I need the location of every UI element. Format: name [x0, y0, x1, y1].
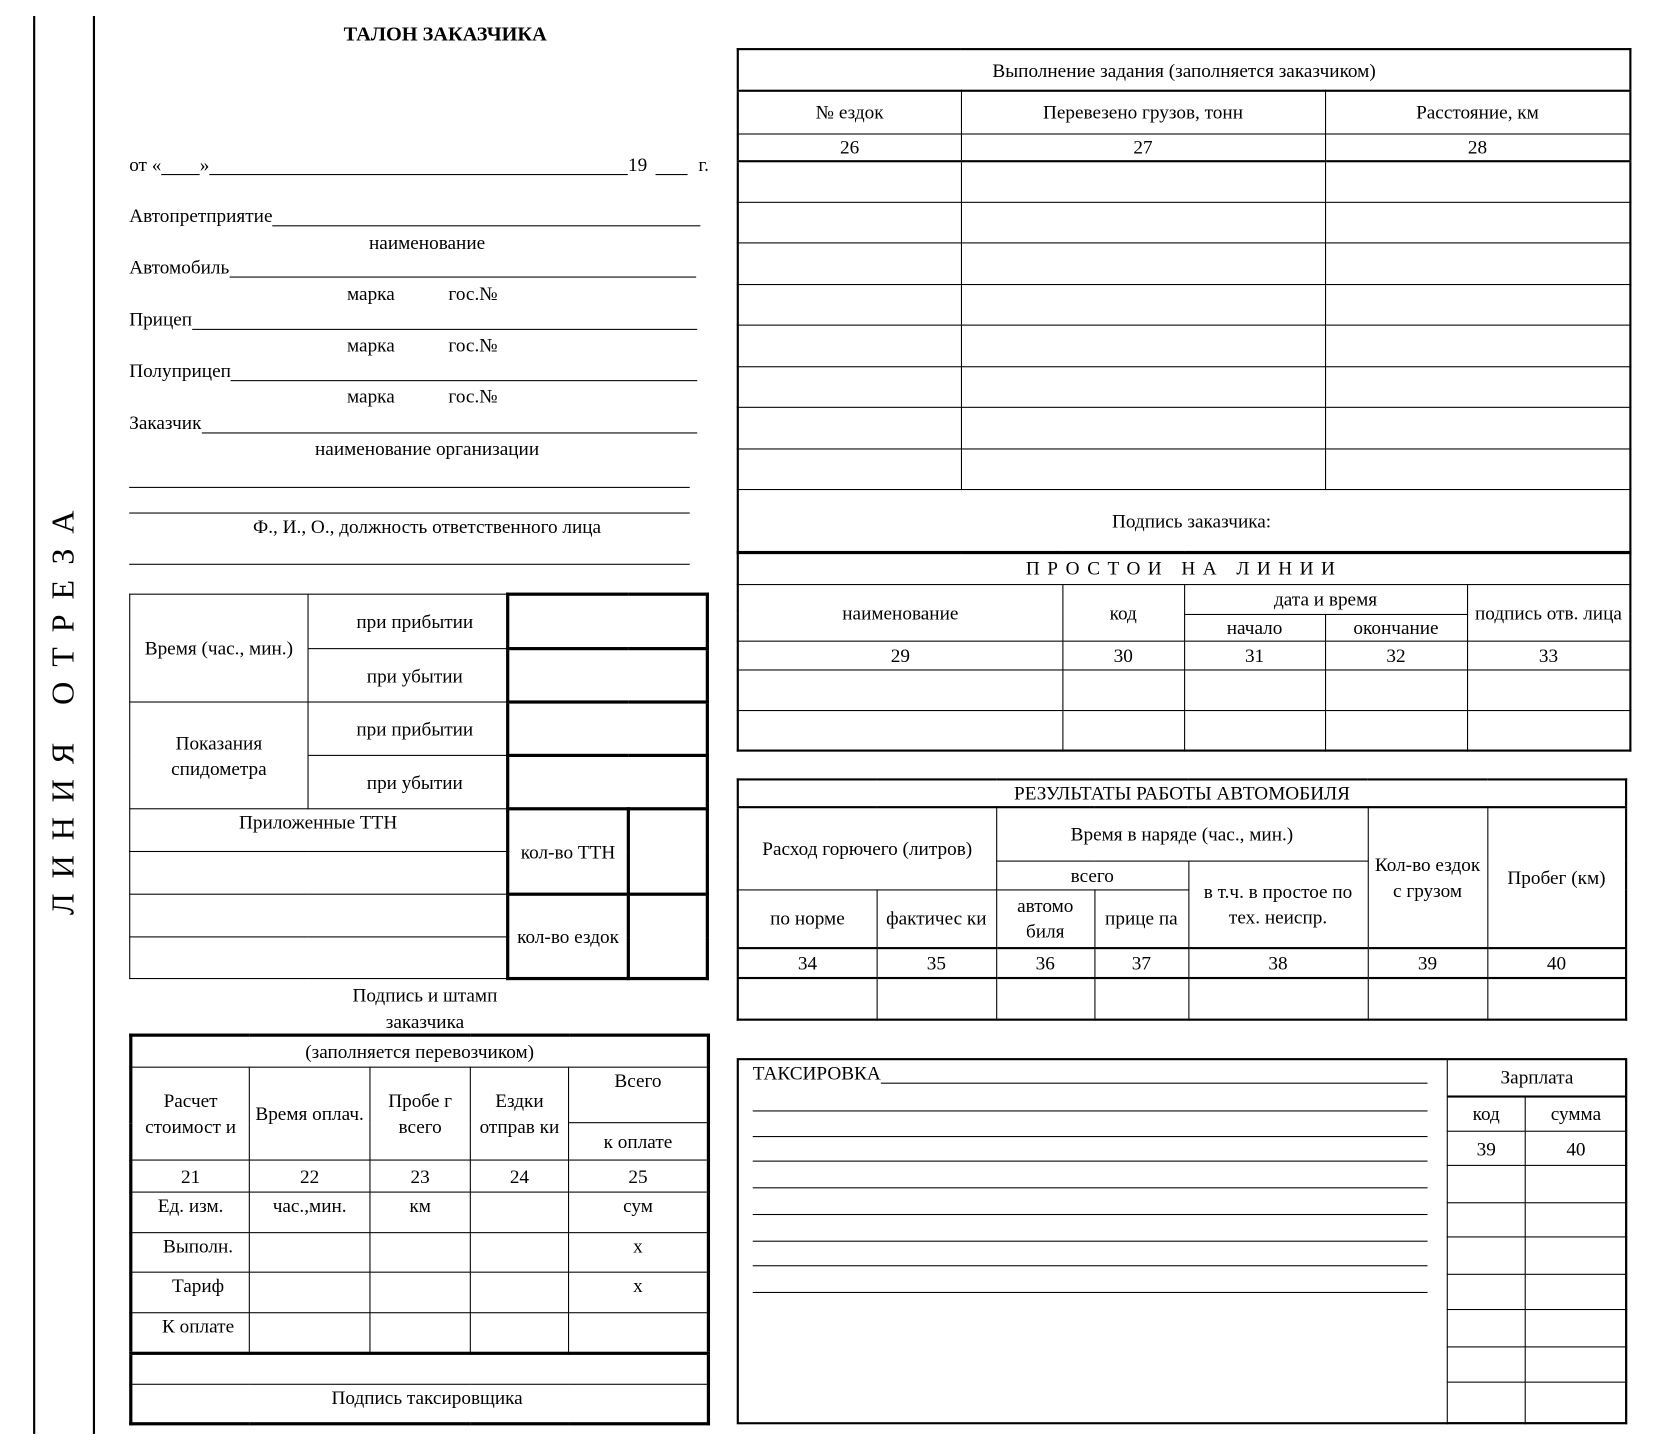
blank-cell[interactable]: [1525, 1237, 1626, 1274]
arrival-time-cell[interactable]: [508, 594, 708, 648]
header-trips: Кол-во ездок с грузом: [1368, 807, 1488, 948]
header-start: начало: [1184, 614, 1325, 641]
header-trips: Ездки отправ ки: [470, 1067, 568, 1160]
blank-cell[interactable]: [1447, 1310, 1525, 1347]
speedometer-label: Показания спидометра: [130, 702, 308, 809]
blank-cell[interactable]: [961, 243, 1325, 284]
date-prefix: от «: [129, 153, 162, 176]
blank-cell[interactable]: [1062, 669, 1184, 710]
taxation-field[interactable]: [753, 1062, 1428, 1083]
col-number: 39: [1368, 948, 1488, 978]
semitrailer-label: Полуприцеп: [129, 359, 231, 382]
trailer-field[interactable]: [129, 309, 697, 330]
blank-cell[interactable]: [1325, 669, 1467, 710]
plate-hint: гос.№: [448, 334, 498, 356]
blank-cell[interactable]: [961, 366, 1325, 407]
blank-line[interactable]: [753, 1214, 1428, 1215]
blank-cell[interactable]: [1188, 978, 1367, 1020]
arrival-speedo-cell[interactable]: [508, 702, 708, 755]
time-speedometer-table: [129, 593, 709, 981]
col-number: 35: [877, 948, 997, 978]
year-suffix: г.: [698, 153, 709, 176]
header-total: Всего: [569, 1067, 709, 1123]
blank-line[interactable]: [753, 1241, 1428, 1242]
blank-line[interactable]: [129, 564, 690, 565]
ttn-blank-cell[interactable]: [130, 937, 508, 979]
table-row: [131, 1192, 709, 1233]
col-number: 22: [249, 1160, 370, 1192]
table-row: [738, 669, 1631, 710]
blank-line[interactable]: [753, 1292, 1428, 1293]
col-number: 40: [1487, 948, 1626, 978]
col-number: 37: [1094, 948, 1188, 978]
blank-line[interactable]: [753, 1110, 1428, 1111]
blank-cell[interactable]: [738, 669, 1063, 710]
blank-cell[interactable]: [1525, 1423, 1626, 1424]
col-number: 30: [1062, 641, 1184, 670]
table-row: [1447, 1203, 1626, 1237]
header-trailer: прице па: [1094, 889, 1188, 948]
cell[interactable]: [249, 1272, 370, 1313]
blank-cell[interactable]: [738, 407, 961, 448]
col-number: 24: [470, 1160, 568, 1192]
brand-hint: марка: [347, 334, 395, 356]
blank-cell[interactable]: [738, 202, 961, 243]
blank-cell[interactable]: [1325, 325, 1630, 366]
header-time: Время оплач.: [249, 1067, 370, 1160]
table-row: [738, 710, 1631, 751]
header-sign: подпись отв. лица: [1467, 584, 1630, 641]
ttn-blank-cell[interactable]: [130, 851, 508, 894]
blank-cell[interactable]: [1447, 1347, 1525, 1383]
blank-cell[interactable]: [961, 161, 1325, 202]
col-number: 36: [996, 948, 1094, 978]
table-row: [131, 1233, 709, 1273]
blank-cell[interactable]: [738, 243, 961, 284]
header-trips: № ездок: [738, 91, 961, 134]
departure-time-cell[interactable]: [508, 649, 708, 702]
ttn-label: Приложенные ТТН: [130, 809, 508, 852]
departure-label: при убытии: [308, 649, 508, 702]
blank-cell[interactable]: [738, 284, 961, 325]
header-mileage: Пробе г всего: [370, 1067, 470, 1160]
cell[interactable]: х: [569, 1233, 709, 1273]
row-label: Выполн.: [131, 1233, 250, 1273]
date-field[interactable]: [129, 154, 709, 175]
blank-cell[interactable]: [1325, 284, 1630, 325]
blank-cell[interactable]: [877, 978, 997, 1020]
header-cargo: Перевезено грузов, тонн: [961, 91, 1325, 134]
cut-line-label: ЛИНИЯ ОТРЕЗА: [45, 495, 82, 916]
col-number: 31: [1184, 641, 1325, 670]
plate-hint: гос.№: [448, 385, 498, 407]
header-actual: фактичес ки: [877, 889, 997, 948]
cut-border-line: [33, 16, 35, 1434]
blank-cell[interactable]: [1525, 1383, 1626, 1423]
blank-cell[interactable]: [1325, 202, 1630, 243]
blank-line[interactable]: [753, 1136, 1428, 1137]
company-hint: наименование: [369, 231, 486, 254]
col-number: 29: [738, 641, 1063, 670]
trailer-label: Прицеп: [129, 308, 193, 330]
col-number: 33: [1467, 641, 1630, 670]
brand-hint: марка: [347, 282, 395, 305]
car-field[interactable]: [129, 256, 696, 277]
customer-field[interactable]: [129, 412, 697, 433]
cell[interactable]: сум: [569, 1192, 709, 1233]
table-row: [131, 1272, 709, 1313]
table-row: [1447, 1310, 1626, 1347]
taxation-box: [737, 1058, 1627, 1424]
header-time: Время в наряде (час., мин.): [996, 807, 1368, 860]
blank-line[interactable]: [129, 512, 690, 513]
blank-line[interactable]: [753, 1265, 1428, 1266]
col-number: 25: [569, 1160, 709, 1192]
ttn-count-cell[interactable]: [628, 809, 707, 894]
blank-row[interactable]: [131, 1353, 709, 1384]
table-row: [738, 407, 1631, 448]
brand-hint: марка: [347, 385, 395, 407]
blank-cell[interactable]: [1184, 710, 1325, 751]
blank-line[interactable]: [753, 1161, 1428, 1162]
company-field[interactable]: [129, 205, 700, 226]
day-blank[interactable]: [161, 156, 199, 175]
cell[interactable]: км: [370, 1192, 470, 1233]
table-row: [1447, 1166, 1626, 1203]
downtime-title: ПРОСТОИ НА ЛИНИИ: [738, 552, 1631, 584]
blank-cell[interactable]: [996, 978, 1094, 1020]
cell[interactable]: [249, 1233, 370, 1273]
col-number: 26: [738, 133, 961, 161]
blank-cell[interactable]: [1467, 669, 1630, 710]
header-end: окончание: [1325, 614, 1467, 641]
blank-cell[interactable]: [961, 202, 1325, 243]
blank-cell[interactable]: [961, 325, 1325, 366]
col-number: 34: [738, 948, 877, 978]
responsible-hint: Ф., И., О., должность ответственного лица: [253, 515, 602, 538]
customer-signature-label: Подпись и штамп заказчика: [352, 984, 498, 1033]
blank-cell[interactable]: [1447, 1383, 1525, 1423]
car-label: Автомобиль: [129, 256, 230, 278]
header-car: автомо биля: [996, 889, 1094, 948]
header-datetime: дата и время: [1184, 584, 1467, 614]
blank-cell[interactable]: [961, 284, 1325, 325]
table-row: [738, 243, 1631, 284]
blank-cell[interactable]: [1487, 978, 1626, 1020]
blank-cell[interactable]: [738, 161, 961, 202]
header-downtime: в т.ч. в простое по тех. неиспр.: [1188, 861, 1367, 949]
cell[interactable]: [370, 1272, 470, 1313]
blank-cell[interactable]: [1325, 407, 1630, 448]
blank-cell[interactable]: [1525, 1274, 1626, 1310]
cell[interactable]: [470, 1233, 568, 1273]
blank-cell[interactable]: [1447, 1203, 1525, 1237]
blank-cell[interactable]: [1447, 1274, 1525, 1310]
blank-cell[interactable]: [1467, 710, 1630, 751]
col-number: 27: [961, 133, 1325, 161]
col-number: 21: [131, 1160, 250, 1192]
departure-label: при убытии: [308, 755, 508, 808]
results-table: [737, 778, 1628, 1020]
salary-table: [1447, 1059, 1627, 1423]
taxer-signature[interactable]: Подпись таксировщика: [131, 1384, 709, 1424]
header-sum: сумма: [1525, 1096, 1626, 1131]
month-blank[interactable]: [209, 156, 628, 175]
cell[interactable]: [370, 1313, 470, 1354]
taxation-label: ТАКСИРОВКА: [752, 1062, 881, 1084]
row-label: Тариф: [131, 1272, 250, 1313]
table-row: [738, 448, 1631, 489]
col-number: 40: [1525, 1131, 1626, 1165]
blank-cell[interactable]: [1184, 669, 1325, 710]
col-number: 38: [1188, 948, 1367, 978]
blank-line[interactable]: [753, 1187, 1428, 1188]
task-table: [737, 48, 1632, 554]
col-number: 28: [1325, 133, 1630, 161]
header-code: код: [1062, 584, 1184, 641]
table-row: [738, 161, 1631, 202]
row-label: Ед. изм.: [131, 1192, 250, 1233]
trips-count-label: кол-во ездок: [508, 894, 629, 978]
blank-cell[interactable]: [1325, 161, 1630, 202]
header-norm: по норме: [738, 889, 877, 948]
ttn-blank-cell[interactable]: [130, 894, 508, 937]
blank-cell[interactable]: [1525, 1347, 1626, 1383]
table-row: [1447, 1383, 1626, 1423]
header-code: код: [1447, 1096, 1525, 1131]
blank-cell[interactable]: [1447, 1423, 1525, 1424]
ttn-count-label: кол-во ТТН: [508, 809, 629, 894]
date-mid: »: [199, 153, 210, 176]
salary-title: Зарплата: [1447, 1059, 1626, 1096]
cut-border-line: [93, 16, 95, 1434]
customer-hint: наименование организации: [315, 437, 540, 460]
table-row: [1447, 1347, 1626, 1383]
cell[interactable]: [470, 1192, 568, 1233]
cell[interactable]: [470, 1272, 568, 1313]
cell[interactable]: [569, 1313, 709, 1354]
header-fuel: Расход горючего (литров): [738, 807, 996, 889]
blank-cell[interactable]: [1447, 1166, 1525, 1203]
blank-cell[interactable]: [738, 978, 877, 1020]
blank-cell[interactable]: [738, 710, 1063, 751]
col-number: 23: [370, 1160, 470, 1192]
table-row: [738, 284, 1631, 325]
cell[interactable]: [370, 1233, 470, 1273]
arrival-label: при прибытии: [308, 594, 508, 648]
cell[interactable]: час.,мин.: [249, 1192, 370, 1233]
blank-cell[interactable]: [1325, 243, 1630, 284]
arrival-label: при прибытии: [308, 702, 508, 755]
blank-cell[interactable]: [961, 407, 1325, 448]
col-number: 32: [1325, 641, 1467, 670]
table-row: [738, 202, 1631, 243]
blank-cell[interactable]: [738, 366, 961, 407]
table-row: [738, 366, 1631, 407]
blank-cell[interactable]: [1094, 978, 1188, 1020]
downtime-table: [737, 551, 1632, 752]
header-mileage: Пробег (км): [1487, 807, 1626, 948]
blank-cell[interactable]: [1325, 710, 1467, 751]
header-to-pay: к оплате: [569, 1123, 709, 1160]
cell[interactable]: [249, 1313, 370, 1354]
task-title: Выполнение задания (заполняется заказчиком): [738, 49, 1631, 91]
row-label: К оплате: [131, 1313, 250, 1354]
blank-cell[interactable]: [1525, 1203, 1626, 1237]
blank-cell[interactable]: [1062, 710, 1184, 751]
customer-label: Заказчик: [129, 412, 202, 434]
table-row: [131, 1313, 709, 1354]
table-row: [1447, 1237, 1626, 1274]
table-row: [738, 325, 1631, 366]
departure-speedo-cell[interactable]: [508, 755, 708, 808]
blank-line[interactable]: [129, 487, 690, 488]
header-name: наименование: [738, 584, 1063, 641]
semitrailer-field[interactable]: [129, 360, 697, 381]
header-total: всего: [996, 861, 1188, 890]
table-row: [1447, 1274, 1626, 1310]
blank-cell[interactable]: [1447, 1237, 1525, 1274]
blank-cell[interactable]: [738, 325, 961, 366]
header-distance: Расстояние, км: [1325, 91, 1630, 134]
year-prefix: 19: [627, 153, 648, 176]
year-blank[interactable]: [656, 156, 688, 175]
blank-cell[interactable]: [1525, 1310, 1626, 1347]
blank-cell[interactable]: [738, 448, 961, 489]
blank-cell[interactable]: [1525, 1166, 1626, 1203]
table-row: [738, 978, 1626, 1020]
company-label: Автопретприятие: [129, 204, 273, 227]
col-number: 39: [1447, 1131, 1525, 1165]
cell[interactable]: [470, 1313, 568, 1354]
carrier-table: [129, 1034, 710, 1426]
header-cost: Расчет стоимост и: [131, 1067, 250, 1160]
carrier-caption: (заполняется перевозчиком): [131, 1035, 709, 1067]
blank-cell[interactable]: [1368, 978, 1488, 1020]
results-title: РЕЗУЛЬТАТЫ РАБОТЫ АВТОМОБИЛЯ: [738, 779, 1626, 807]
cell[interactable]: х: [569, 1272, 709, 1313]
plate-hint: гос.№: [448, 282, 498, 305]
blank-cell[interactable]: [1325, 366, 1630, 407]
blank-cell[interactable]: [1325, 448, 1630, 489]
blank-cell[interactable]: [961, 448, 1325, 489]
time-label: Время (час., мин.): [130, 594, 308, 702]
trips-count-cell[interactable]: [628, 894, 707, 978]
customer-signature-field[interactable]: Подпись заказчика:: [738, 490, 1631, 553]
form-title: ТАЛОН ЗАКАЗЧИКА: [343, 23, 547, 46]
